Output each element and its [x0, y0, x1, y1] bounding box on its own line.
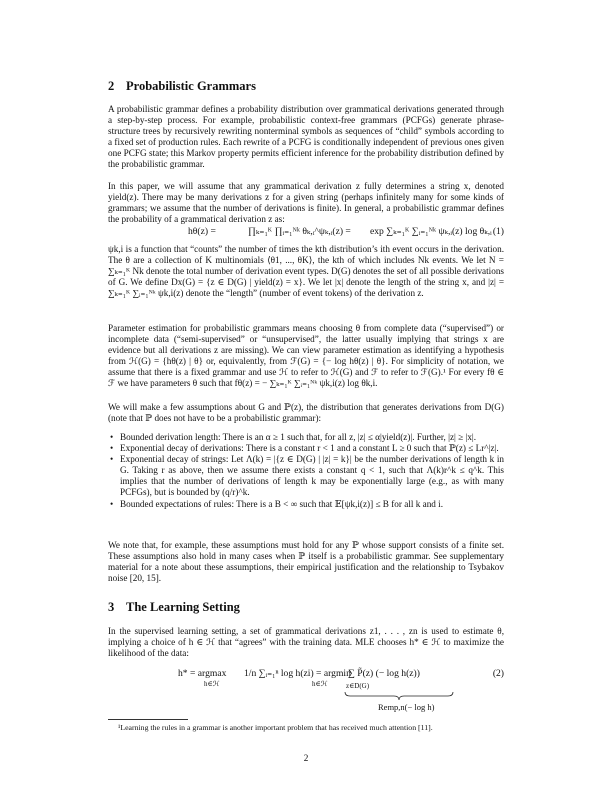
footnote: ¹Learning the rules in a grammar is another important problem that has received much attention [11]. — [118, 723, 433, 732]
paragraph-derivation: In this paper, we will assume that any grammatical derivation z fully determines a string x, denoted yield(z). There may be many derivations z for a given string (perhaps infinitely many for some kinds of grammars; we assume that the number of derivations is finite). In general, a probabilistic grammar defines the probability of a grammatical derivation z as: — [108, 181, 504, 225]
equation-2-mean: 1/n ∑ᵢ₌₁ⁿ log h(zi) = argmin — [244, 668, 351, 679]
assumption-item: • Bounded derivation length: There is an α ≥ 1 such that, for all z, |z| ≤ α|yield(z)|. Further, |z| ≥ |x|. — [108, 432, 504, 443]
paragraph-parameter-estimation: Parameter estimation for probabilistic grammars means choosing θ from complete data (“supervised”) or incomplete data (“semi-supervised” or “unsupervised”, the latter usually implying that strings x are evidence but all derivations z are missing). We can view parameter estimation as identifying a hypothesis from ℋ(G) = {hθ(z) | θ} or, equivalently, from ℱ(G) = {− log hθ(z) | θ}. For simplicity of notation, we assume that there is a fixed grammar and use ℋ to refer to ℋ(G) and ℱ to refer to ℱ(G).¹ For every fθ ∈ ℱ we have parameters θ such that fθ(z) = − ∑ₖ₌₁ᴷ ∑ᵢ₌₁ᴺᵏ ψk,i(z) log θk,i. — [108, 323, 504, 389]
assumption-item: • Exponential decay of derivations: There is a constant r < 1 and a constant L ≥ 0 such that ℙ(z) ≤ Lr^|z|. — [108, 443, 504, 454]
equation-1-number: (1) — [492, 226, 504, 237]
section-heading-learning-setting — [108, 600, 240, 615]
equation-2 — [108, 662, 504, 722]
equation-2-number: (2) — [492, 668, 504, 679]
paragraph-assumptions-note: We note that, for example, these assumptions must hold for any ℙ whose support consists of a finite set. These assumptions also hold in many cases when ℙ itself is a probabilistic grammar. See supplementary material for a note about these assumptions, their empirical justification and the relationship to Tsybakov noise [20, 15]. — [108, 540, 504, 584]
equation-1-product: ∏ₖ₌₁ᴷ ∏ᵢ₌₁ᴺᵏ θₖ,ᵢ^ψₖ,ᵢ(z) = — [248, 226, 351, 237]
underbrace-icon — [344, 691, 454, 701]
section-heading-probabilistic-grammars — [108, 79, 256, 94]
equation-2-sum-subscript: z∈D(G) — [346, 682, 370, 690]
paragraph-supervised-setting: In the supervised learning setting, a set of grammatical derivations z1, . . . , zn is used to estimate θ, implying a choice of h ∈ ℋ that “agrees” with the training data. MLE chooses h* ∈ ℋ to maximize the likelihood of the data: — [108, 626, 504, 659]
assumption-item: • Bounded expectations of rules: There is a B < ∞ such that 𝔼[ψk,i(z)] ≤ B for all k and i. — [108, 499, 504, 510]
section-title: Probabilistic Grammars — [126, 79, 256, 93]
equation-1-lhs: hθ(z) = — [188, 226, 216, 237]
assumption-item: • Exponential decay of strings: Let Λ(k) = |{z ∈ D(G) | |z| = k}| be the number derivations of length k in G. Taking r as above, then we assume there exists a constant q < 1, such that Λ(k)r^k ≤ q^k. This implies that the number of derivations of length k may be exponentially large (e.g., as with many PCFGs), but is bounded by (q/r)^k. — [108, 454, 504, 498]
equation-2-argmin-subscript: h∈ℋ — [312, 680, 328, 688]
footnote-rule — [108, 719, 188, 720]
equation-2-argmax: h* = argmax — [178, 668, 227, 679]
section-number: 3 — [108, 600, 115, 614]
equation-1-exp: exp ∑ₖ₌₁ᴷ ∑ᵢ₌₁ᴺᵏ ψₖ,ᵢ(z) log θₖ,ᵢ — [370, 226, 492, 237]
section-number: 2 — [108, 79, 115, 93]
equation-2-underbrace-label: Remp,n(− log h) — [378, 702, 435, 712]
equation-2-sum: ∑ P̃(z) (− log h(z)) — [348, 668, 420, 679]
assumptions-list — [108, 432, 504, 510]
page-number: 2 — [303, 753, 309, 763]
paragraph-intro: A probabilistic grammar defines a probability distribution over grammatical derivations generated through a step-by-step process. For example, probabilistic context-free grammars (PCFGs) generate phrase-structure trees by recursively rewriting nonterminal symbols as sequences of “child” symbols according to a fixed set of production rules. Each rewrite of a PCFG is conditionally independent of previous ones given one PCFG state; this Markov property permits efficient inference for the probability distribution defined by the probabilistic grammar. — [108, 104, 504, 170]
section-title: The Learning Setting — [126, 600, 240, 614]
equation-1 — [108, 226, 504, 240]
paragraph-psi-definition: ψk,i is a function that “counts” the number of times the kth distribution’s ith event occurs in the derivation. The θ are a collection of K multinomials ⟨θ1, ..., θK⟩, the kth of which includes Nk events. We let N = ∑ₖ₌₁ᴷ Nk denote the total number of derivation event types. D(G) denotes the set of all possible derivations of G. We define Dx(G) = {z ∈ D(G) | yield(z) = x}. We let |x| denote the length of the string x, and |z| = ∑ₖ₌₁ᴷ ∑ᵢ₌₁ᴺᵏ ψk,i(z) denote the “length” (number of event tokens) of the derivation z. — [108, 244, 504, 299]
equation-2-argmax-subscript: h∈ℋ — [204, 680, 220, 688]
paragraph-assumptions-intro: We will make a few assumptions about G and ℙ(z), the distribution that generates derivations from D(G) (note that ℙ does not have to be a probabilistic grammar): — [108, 402, 504, 424]
